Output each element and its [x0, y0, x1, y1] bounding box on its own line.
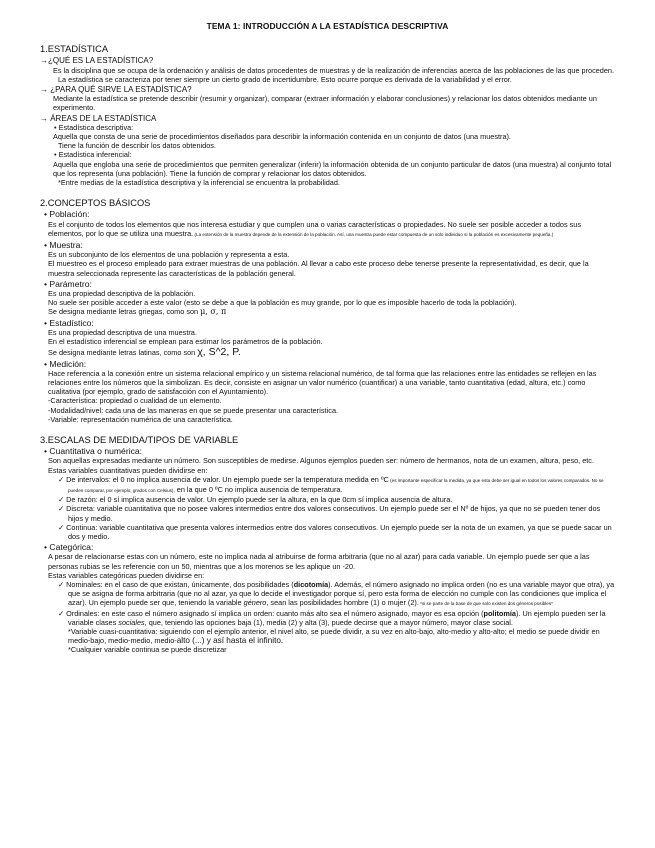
paragraph-cuantitativa-division: Estas variables cuantitativas pueden dividirse en: [48, 465, 208, 475]
bullet-parametro: • Parámetro: [44, 278, 92, 289]
paragraph-parametro-3 [48, 307, 615, 316]
bullet-estadistico: • Estadístico: [44, 317, 94, 328]
bullet-descriptiva: • Estadística descriptiva: [54, 122, 134, 132]
poblacion-text: Es el conjunto de todos los elementos que nos interesa estudiar y que cumplen una o varias características o propiedades. No suele ser posible acceder a todos sus elementos, por lo que se utiliza una muestra. [48, 219, 581, 238]
paragraph-muestra-1: Es un subconjunto de los elementos de una población y representa a esta. [48, 250, 290, 260]
nominales-italic: género [243, 598, 267, 608]
section-heading-estadistica: 1.ESTADÍSTICA [40, 44, 109, 55]
note-discretizar: *Cualquier variable continua se puede discretizar [68, 645, 227, 655]
nominales-text-2: ). Además, el número asignado no implica orden (no es una variable mayor que otra), ya que se asigna de forma arbitraria (que no al azar, ya que lo decide el investigador porque sí, pero esta forma de elección no cumple con las condiciones que implica el azar). Un ejemplo puede ser que, teniendo la variable [68, 579, 615, 608]
bullet-inferencial: • Estadística inferencial: [54, 150, 132, 160]
paragraph-muestra-2: El muestreo es el proceso empleado para extraer muestras de una población. Al llevar a cabo este proceso debe tenerse presente la representatividad, es decir, que la muestra seleccionada represente las características de la población general. [48, 259, 589, 278]
nominales-text-1: ✓ Nominales: en el caso de que existan, únicamente, dos posibilidades ( [58, 579, 294, 589]
intervalos-small-note: (es importante especificar la medida, ya que esta debe ser igual en todos los valores comparados. No se pueden comparar, por ejemplo, grados con Celsius), [68, 477, 604, 493]
paragraph-medicion: Hace referencia a la conexión entre un sistema relacional empírico y un sistema relacional numérico, de tal forma que las relaciones entre las entidades se reflejen en las relaciones entre los números que la simbolizan. Es decir, consiste en asignar un valor numérico (cuantificar) a una variable, tanto cuantitativa (edad, altura, etc.) como cualitativa (por ejemplo, grado de satisfacción con el Ayuntamiento). [48, 368, 597, 397]
paragraph-categorica: A pesar de relacionarse estas con un número, este no implica nada al atribuirse de forma arbitraria (que no al azar) para cada variable. Un ejemplo puede ser que a las personas rubias se les referencie con un 50, mientras que a los morenos se les aplique un -20. [48, 552, 590, 571]
latin-symbols: χ, S^2, P. [197, 346, 241, 359]
bullet-cuantitativa: • Cuantitativa o numérica: [44, 446, 143, 457]
cuasi-text: *Variable cuasi-cuantitativa: siguiendo con el ejemplo anterior, el nivel alto, se puede dividir, a su vez en alto-bajo, alto-medio y alto-alto; el medio se puede dividir en medio-bajo, medio-medio, medio- [68, 626, 600, 646]
ordinales-bold: politomía [483, 608, 516, 618]
nominales-text-3: , sean las posibilidades hombre (1) o mujer (2). [266, 598, 419, 608]
nominales-small-note: *si se parte de la base de que solo existen dos géneros posibles* [418, 601, 553, 607]
check-item-discreta: ✓ Discreta: variable cuantitativa que no posee valores intermedios entre dos valores consecutivos. Un ejemplo puede ser el Nº de hijos, ya que no se pueden tener dos hijos y medio. [58, 504, 601, 523]
paragraph-descriptiva: Aquella que consta de una serie de procedimientos diseñados para describir la información contenida en un conjunto de datos (una muestra). [53, 132, 511, 142]
ordinales-text-3: , que, teniendo las opciones baja (1), media (2) y alta (3), puede decirse que a mayor número, mayor clase social. [144, 617, 513, 627]
paragraph-poblacion [48, 220, 615, 239]
note-probabilidad: *Entre medias de la estadística descriptiva y la inferencial se encuentra la probabilidad. [58, 178, 340, 188]
medicion-variable: -Variable: representación numérica de una característica. [48, 414, 233, 424]
question-para-que: → ¿PARA QUÉ SIRVE LA ESTADÍSTICA? [40, 85, 192, 95]
bullet-medicion: • Medición: [44, 358, 87, 369]
paragraph-parametro-2: No suele ser posible acceder a este valor (esto se debe a que la población es muy grande, por lo que es imposible hacerlo de toda la población). [48, 298, 517, 308]
medicion-modalidad: -Modalidad/nivel: cada una de las maneras en que se puede presentar una característica. [48, 405, 339, 415]
ordinales-italic: sociales [118, 617, 145, 627]
check-item-ordinales [58, 609, 615, 627]
paragraph-estadistico-1: Es una propiedad descriptiva de una muestra. [48, 327, 197, 337]
section-heading-conceptos: 2.CONCEPTOS BÁSICOS [40, 198, 151, 209]
note-cuasi-cuantitativa [68, 627, 615, 645]
paragraph-cuantitativa: Son aquellas expresadas mediante un número. Son susceptibles de medirse. Algunos ejemplos pueden ser: número de hermanos, nota de un examen, altura, peso, etc. [48, 456, 594, 466]
question-areas: → ÁREAS DE LA ESTADÍSTICA [40, 113, 157, 123]
ordinales-text-2: ). Un ejemplo pueden ser la variable clases [68, 608, 606, 627]
intervalos-text: ✓ De intervalos: el 0 no implica ausencia de valor. Un ejemplo puede ser la temperatura medida en ºC [58, 474, 389, 484]
paragraph-parametro-1: Es una propiedad descriptiva de la población. [48, 289, 196, 299]
intervalos-text-end: en la que 0 ºC no implica ausencia de temperatura. [174, 484, 343, 494]
paragraph-descriptiva-function: Tiene la función de describir los datos obtenidos. [58, 141, 216, 151]
paragraph-inferencial: Aquella que engloba una serie de procedimientos que permiten generalizar (inferir) la información obtenida de un conjunto particular de datos (una muestra) al conjunto total que los representa (una población). Tiene la función de comprar y relacionar los datos obtenidos. [53, 159, 612, 178]
section-heading-escalas: 3.ESCALAS DE MEDIDA/TIPOS DE VARIABLE [40, 434, 239, 445]
medicion-caracteristica: -Característica: propiedad o cualidad de un elemento. [48, 396, 222, 406]
document-title: TEMA 1: INTRODUCCIÓN A LA ESTADÍSTICA DESCRIPTIVA [206, 21, 449, 31]
greek-symbols: μ, σ, π [200, 307, 227, 317]
cuasi-text-end: alto (...) y así hasta el infinito. [176, 636, 284, 646]
paragraph-uncertainty: La estadística se caracteriza por tener siempre un cierto grado de incertidumbre. Esto ocurre porque es derivada de la variabilidad y el error. [58, 74, 512, 84]
paragraph-estadistico-3 [48, 348, 615, 357]
paragraph-estadistico-2: En el estadístico inferencial se emplean para estimar los parámetros de la población. [48, 337, 323, 347]
bullet-poblacion: • Población: [44, 209, 90, 220]
parametro-designation: Se designa mediante letras griegas, como son [48, 307, 201, 317]
paragraph-purpose: Mediante la estadística se pretende describir (resumir y organizar), comparar (extraer información y elaborar conclusiones) y relacionar los datos obtenidos mediante un experimento. [53, 94, 597, 113]
paragraph-categorica-division: Estas variables categóricas pueden dividirse en: [48, 570, 205, 580]
ordinales-text-1: ✓ Ordinales: en este caso el número asignado sí implica un orden: cuanto más alto sea el número asignado, mayor es esa opción ( [58, 608, 484, 618]
question-que-es: →¿QUÉ ES LA ESTADÍSTICA? [40, 56, 154, 66]
bullet-categorica: • Categórica: [44, 542, 94, 553]
estadistico-designation: Se designa mediante letras latinas, como son [48, 348, 198, 358]
nominales-bold: dicotomía [293, 579, 329, 589]
bullet-muestra: • Muestra: [44, 240, 83, 251]
check-item-intervalos [58, 475, 615, 495]
poblacion-small-note: (La extensión de la muestra depende de la extensión de la población. Así, una muestra puede estar compuesta de un solo individuo si la población es excesivamente pequeña.) [193, 231, 554, 237]
check-item-nominales [58, 580, 615, 609]
check-item-razon: ✓ De razón: el 0 sí implica ausencia de valor. Un ejemplo puede ser la altura, en la que 0cm sí implica ausencia de altura. [58, 495, 453, 505]
paragraph-definition: Es la disciplina que se ocupa de la ordenación y análisis de datos procedentes de muestras y de la realización de inferencias acerca de las poblaciones de las que proceden. [53, 65, 614, 75]
check-item-continua: ✓ Continua: variable cuantitativa que presenta valores intermedios entre dos valores consecutivos. Un ejemplo puede ser la nota de un examen, ya que se puede sacar un dos y medio. [58, 522, 612, 541]
